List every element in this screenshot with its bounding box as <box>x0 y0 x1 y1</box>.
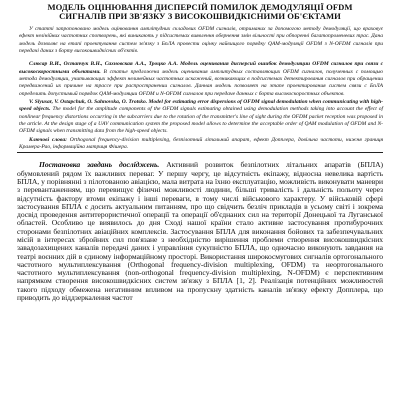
title-line-1: МОДЕЛЬ ОЦІНЮВАННЯ ДИСПЕРСІЙ ПОМИЛОК ДЕМОДУЛЯЦІЇ OFDM <box>47 2 353 12</box>
keywords-text: Orthogonal frequency-division multiplexing, безпілотний літальний апарат, ефект Допплера, довільна частоти, нижня границя Крамера-Рао, інформаційна матриця Фішера. <box>19 136 384 150</box>
en-title: Model for estimating error dispersions of OFDM signal demodulation when communicating with high-speed objects. <box>19 98 383 113</box>
section-heading: Постановка завдань досліджень. <box>39 160 160 170</box>
abstract-english <box>19 99 383 136</box>
keywords-label: Ключові слова: <box>29 136 67 143</box>
body-text: Активний розвиток безпілотних літальних апаратів (БПЛА) обумовлений рядом їх важливих переваг. У першу чергу, це відсутність екіпажу, відносна невелика вартість БПЛА, у порівнянні з пілотованою авіацією, мала витрата на їхню експлуатацію, можливість виконувати маневри з перевантаженням, що перевищує фізичні можливості людини, більші тривалість і дальність польоту через відсутність фактору втоми екіпажу і інші переваги, в тому числі військового характеру. У військовій сфері застосування БПЛА є досить актуальним питанням, про що свідчить безліч прикладів в усьому світі і зокрема досвід проведення антитерористичної операції та операції об'єднаних сил на території Донецької та Луганської областей. Особливо це виявилось до дня Сході нашої країни стало активне застосування протибурочних сторонами безпілотних авіаційних комплексів. Застосування БПЛА для виконання бойових та забезпечувальних місій в інтересах збройних сил пов'язане з необхідністю вирішення проблеми створення високошвидкісних завадозахищених каналів передачі даних і управління сукупністю БПЛА, що одночасно виконують завдання на театрі воєнних дій в єдиному інформаційному просторі. Використання широкосмугових сигналів ортогонального частотного мультиплексування (Orthogonal frequency-division multiplexing, OFDM) та неортогонального частотного мультиплексування (non-orthogonal frequency-division multiplexing, N-OFDM) є перспективним напрямком створення високошвидкісних систем зв'язку з БПЛА [1, 2]. Реалізація потенційних можливостей такого підходу обмежена негативним впливом на пропускну здатність каналів зв'язку ефекту Допплера, що приводить до віддзеркалення частот <box>17 160 383 303</box>
ru-text: В статье предложена модель оценивания амплитудных составляющих OFDM сигналов, полученных с помощью метода демодуляции, учитывающих эффект нелинейных частотных искажений, возникающих в подсистемах детектирования сигналов при обращении передвижений их причине на трассе при распространении сигналов. Данная модель позволяет на этапе проектирования систем связи с БпЛА определить допустимый порядок QAM-модуляции OFDM и N-OFDM сигналов при передаче данных с борта высокоскоростных объектов. <box>19 68 384 97</box>
title-line-2: СИГНАЛІВ ПРИ ЗВ'ЯЗКУ З ВИСОКОШВИДКІСНИМИ ОБ'ЄКТАМИ <box>59 11 341 22</box>
en-text: The model for the amplitude components of the OFDM signals estimating obtained using demodulation methods taking into account the effect of nonlinear frequency distortions occurring in the subcarriers due to the rotation of the transmitter's line of sight during the OFDM packet reception was proposed in the article. At the design stage of a UAV communication system the proposed model allows to determine the acceptable order of QAM modulation of OFDM and N-OFDM signals when transmitting data from the high-speed objects. <box>19 106 383 135</box>
ru-authors: Слюсар В.И., Остапчук В.Н., Сахновская А.А., Троцко А.А. <box>29 61 178 68</box>
body-paragraph <box>17 161 383 302</box>
keywords <box>19 137 383 152</box>
en-authors: V. Slyusar, V. Ostapchuk, O. Sahnovska, O. Trotsko. <box>29 98 148 105</box>
abstract-ukrainian: У статті запропоновано модель оцінювання амплітудних складових OFDM сигналів, отриманих за допомогою методу демодуляції, що враховує ефект нелінійних частотних спотворень, які виникають у підсистемах виявлення обернення змін вільності при обпоренні багатопроменевих трас. Дана модель дозволяє на етапі проектування систем зв'язку з БпЛА провести оцінку найвищого порядку QAM-модуляції OFDM з N-OFDM сигналів при передачі даних з борту високошвидкісних об'єктів. <box>19 25 383 54</box>
paper-title <box>17 3 383 22</box>
ru-title: Модель оценивания дисперсий ошибок демодуляции OFDM сигналов при связи с высокоскоростными объектами. <box>19 61 384 75</box>
abstract-russian <box>19 61 383 98</box>
